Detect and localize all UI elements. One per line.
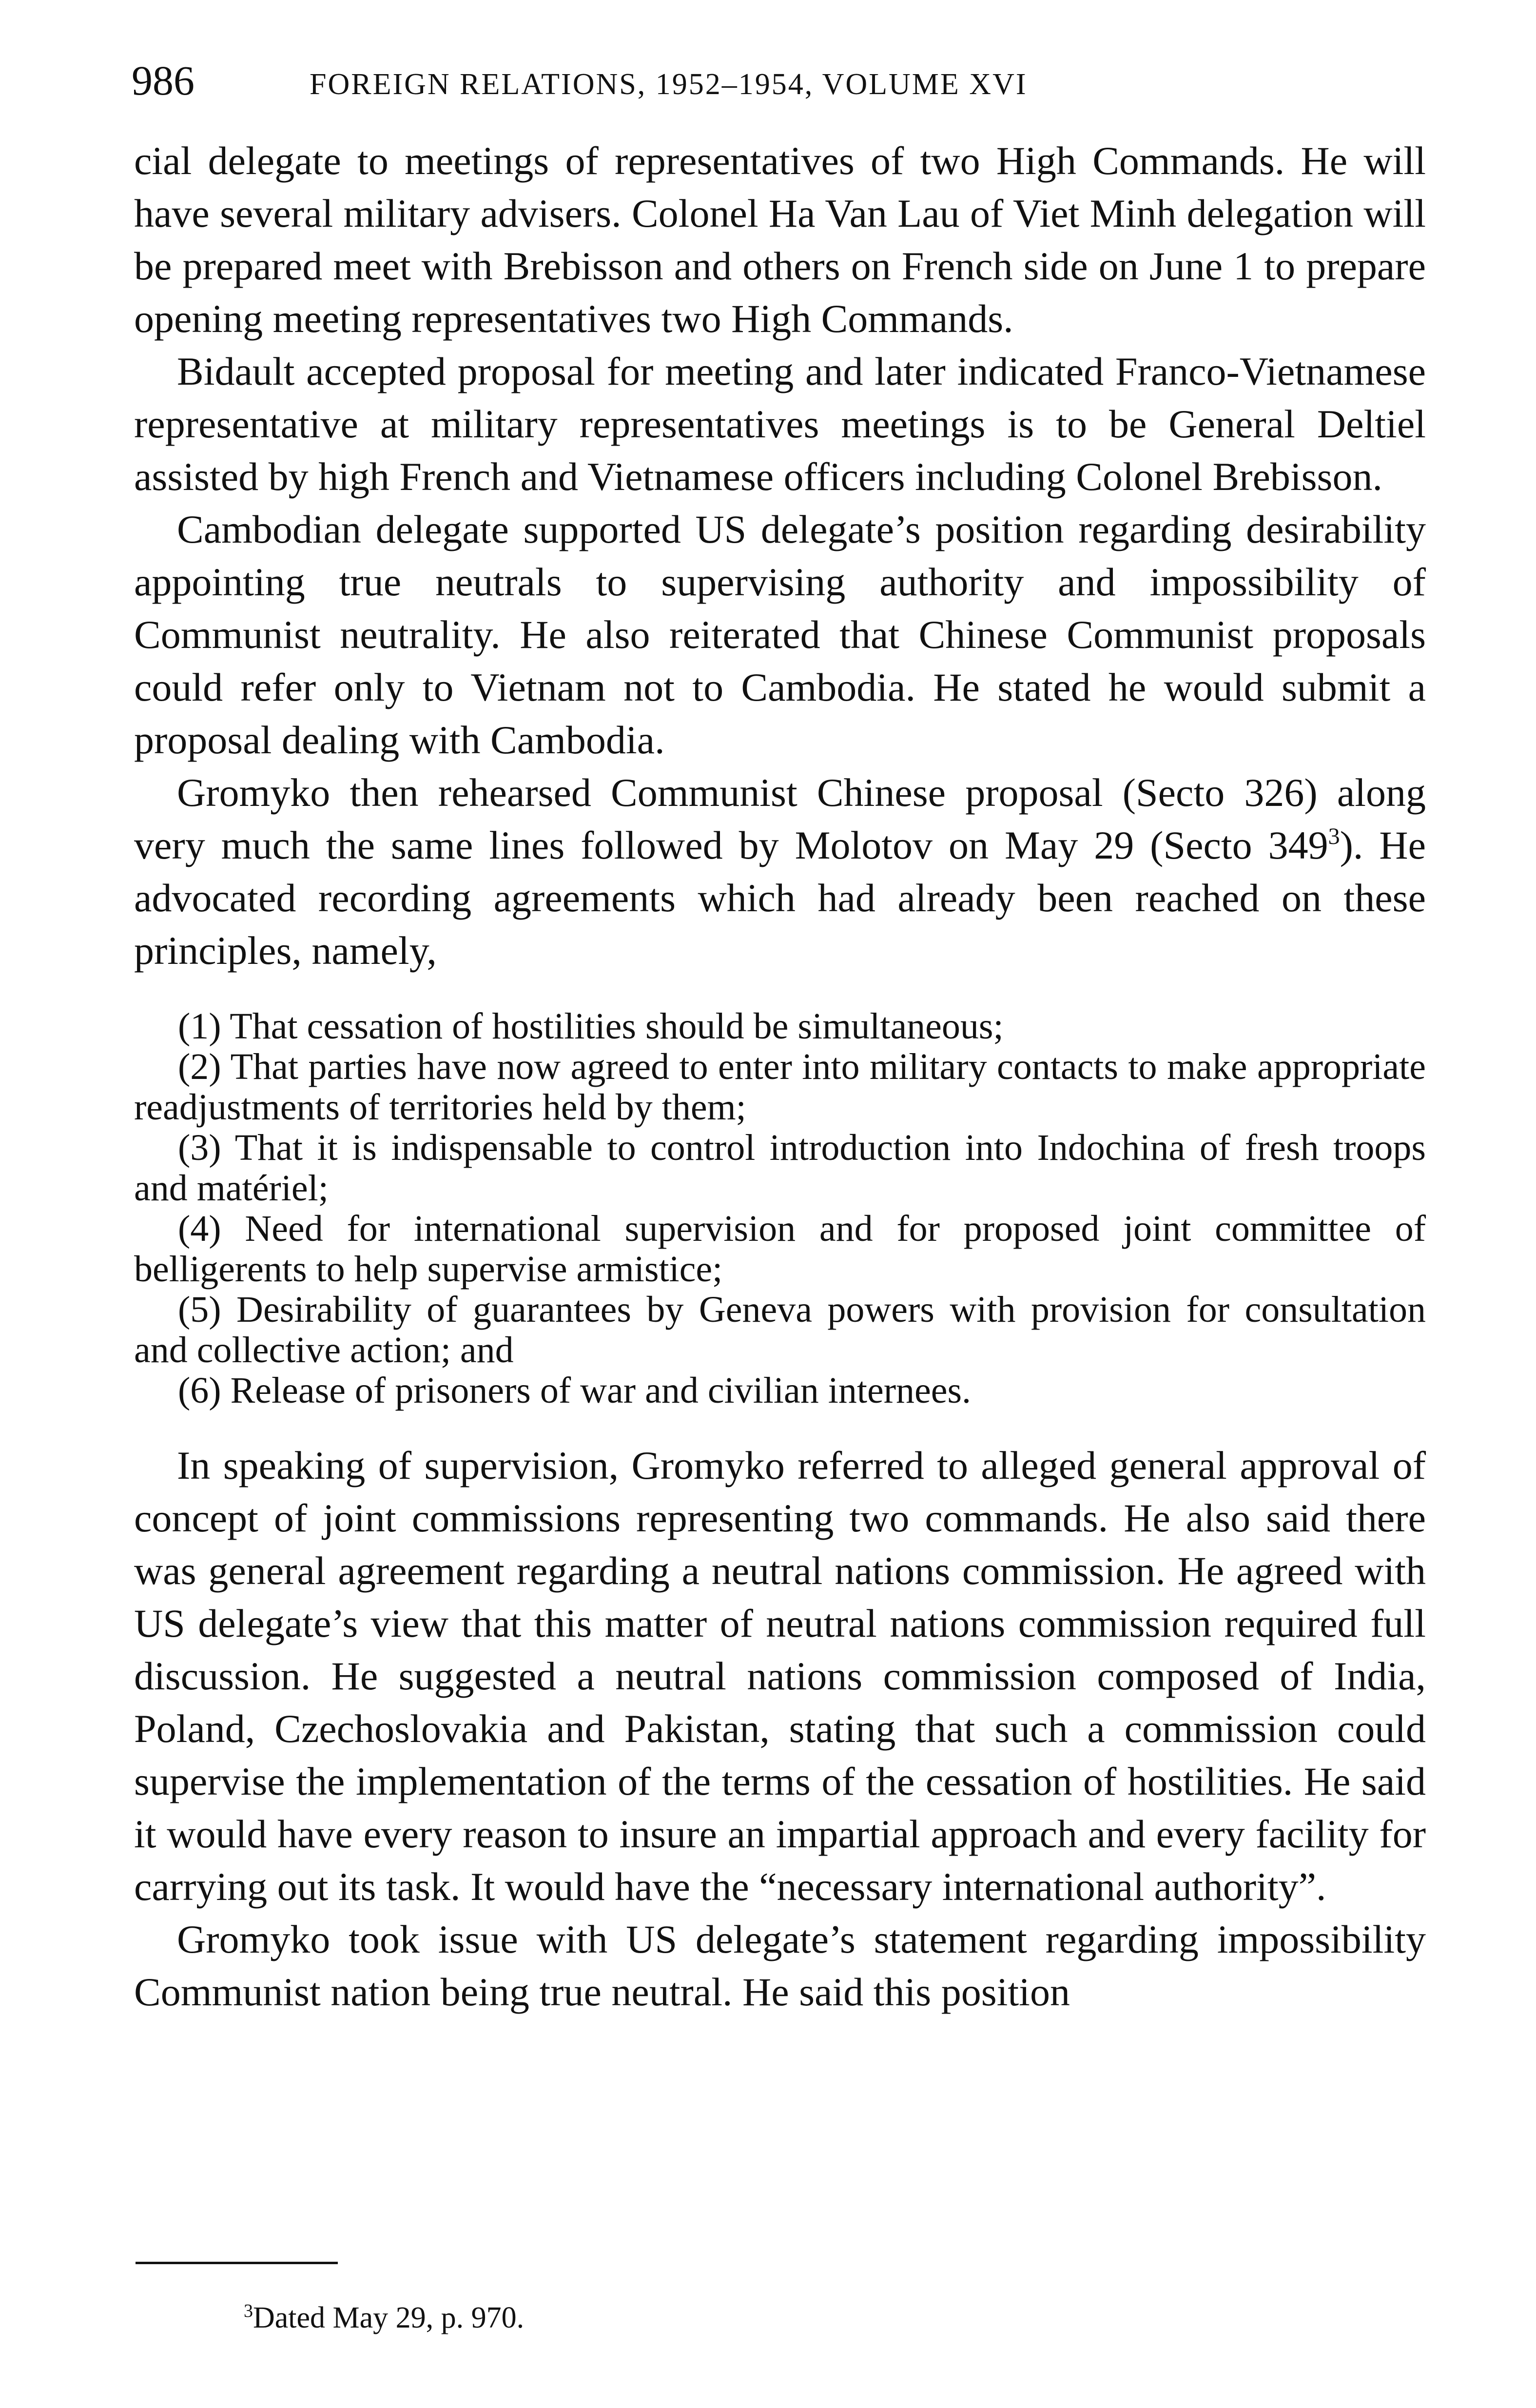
paragraph-text-start: Gromyko then rehearsed Communist Chinese proposal (Secto 326) along very much the same lines followed by Molotov on May 29 (Secto 349 — [134, 770, 1426, 867]
principle-item: (3) That it is indispensable to control introduction into Indochina of fresh troops and matériel; — [134, 1127, 1426, 1209]
paragraph-text-end: ). He advocated recording agreements which had already been reached on these principles, namely, — [134, 823, 1426, 973]
footnote-marker: 3 — [244, 2301, 253, 2321]
footnote — [244, 2291, 524, 2337]
paragraph-neutrality: Gromyko took issue with US delegate’s statement regarding impossibility Communist nation being true neutral. He said this position — [134, 1917, 1426, 2014]
paragraph-supervision: In speaking of supervision, Gromyko referred to alleged general approval of concept of joint commissions representing two commands. He also said there was general agreement regarding a neutral nations commission. He agreed with US delegate’s view that this matter of neutral nations commission required full discussion. He suggested a neutral nations commission composed of India, Poland, Czechoslovakia and Pakistan, stating that such a commission could supervise the implementation of the terms of the cessation of hostilities. He said it would have every reason to insure an impartial approach and every facility for carrying out its task. It would have the “necessary international authority”. — [134, 1443, 1426, 1909]
paragraph-cambodian-delegate: Cambodian delegate supported US delegate’s position regarding desirability appointing true neutrals to supervising authority and impossibility of Communist neutrality. He also reiterated that Chinese Communist proposals could refer only to Vietnam not to Cambodia. He stated he would submit a proposal dealing with Cambodia. — [134, 507, 1426, 762]
page-number: 986 — [132, 57, 194, 104]
principle-item: (6) Release of prisoners of war and civilian internees. — [178, 1370, 972, 1411]
principle-item: (4) Need for international supervision and for proposed joint committee of belligerents to help supervise armistice; — [134, 1208, 1426, 1290]
footnote-text: Dated May 29, p. 970. — [253, 2301, 525, 2334]
footnote-divider — [136, 2262, 338, 2264]
running-head: FOREIGN RELATIONS, 1952–1954, VOLUME XVI — [310, 68, 1028, 101]
principle-item: (1) That cessation of hostilities should be simultaneous; — [178, 1006, 1004, 1047]
paragraph-continuation: cial delegate to meetings of representatives of two High Commands. He will have several military advisers. Colonel Ha Van Lau of Viet Minh delegation will be prepared meet with Brebisson and others on French side on June 1 to prepare opening meeting representatives two High Commands. — [134, 138, 1426, 341]
body-text — [134, 135, 1426, 2018]
paragraph-bidault: Bidault accepted proposal for meeting and later indicated Franco-Vietnamese representative at military representatives meetings is to be General Deltiel assisted by high French and Vietnamese officers including Colonel Brebisson. — [134, 349, 1426, 499]
principle-item: (2) That parties have now agreed to enter into military contacts to make appropriate readjustments of territories held by them; — [134, 1046, 1426, 1128]
document-page — [117, 0, 1426, 2408]
page-header — [117, 54, 1426, 107]
footnote-reference: 3 — [1328, 823, 1340, 849]
paragraph-gromyko-proposal — [134, 766, 1426, 977]
principles-list — [134, 1006, 1426, 1411]
principle-item: (5) Desirability of guarantees by Geneva powers with provision for consultation and collective action; and — [134, 1289, 1426, 1370]
